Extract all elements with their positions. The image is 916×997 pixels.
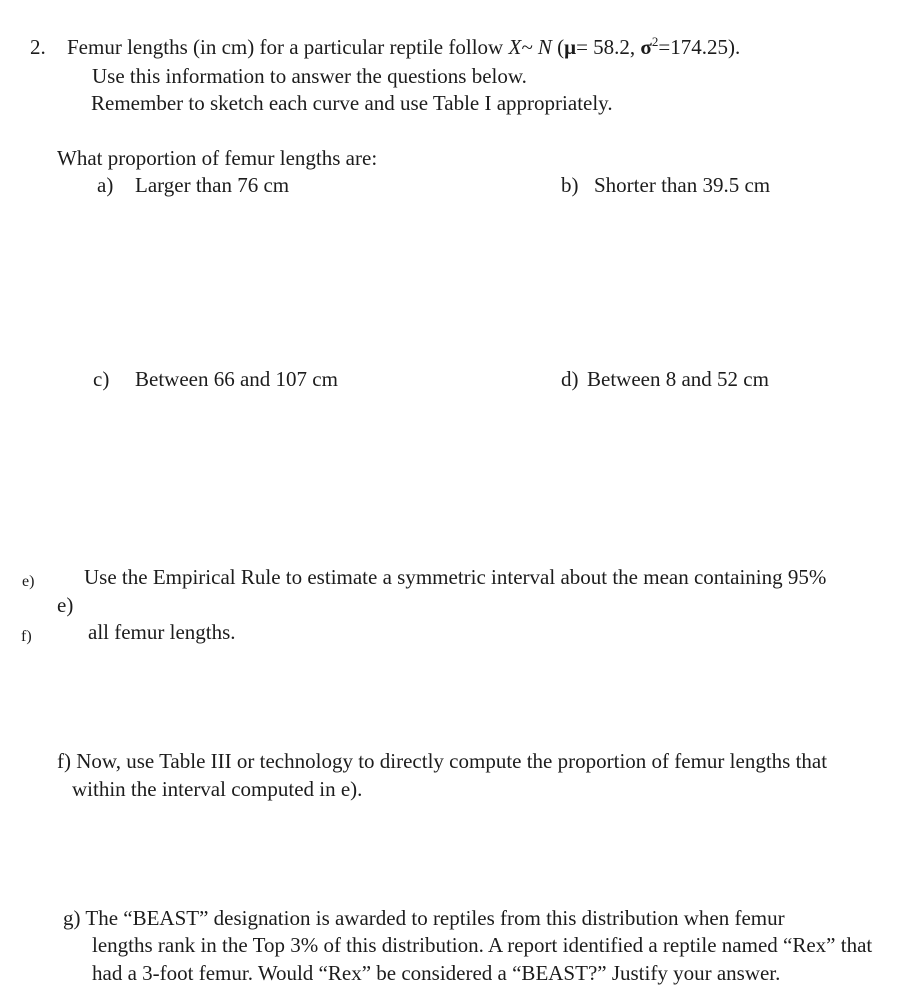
part-g-line-3: had a 3-foot femur. Would “Rex” be considered a “BEAST?” Justify your answer. [92,961,781,985]
problem-intro-line [67,34,740,61]
part-e-margin-label: e) [22,573,35,590]
params-open-paren: ( [551,35,565,59]
variable-x: X~ [508,35,533,59]
sigma-exponent: 2 [651,34,659,49]
part-c-label: c) [93,367,110,391]
part-g-line-1: g) The “BEAST” designation is awarded to reptiles from this distribution when femur [63,906,785,930]
part-d-text: Between 8 and 52 cm [587,367,769,391]
part-g-line-2: lengths rank in the Top 3% of this distribution. A report identified a reptile named “Rex” that [92,933,873,957]
question-prompt: What proportion of femur lengths are: [57,146,378,170]
part-a-text: Larger than 76 cm [135,173,290,197]
part-d-label: d) [561,367,579,391]
part-f-margin-label: f) [21,628,32,645]
part-e-line-2: all femur lengths. [88,620,236,644]
problem-number: 2. [30,35,46,59]
mu-value: = 58.2, [576,35,641,59]
part-b-text: Shorter than 39.5 cm [594,173,771,197]
instruction-line-1: Use this information to answer the questions below. [92,64,527,88]
sigma-symbol: σ [640,35,652,59]
part-f-line-1: f) Now, use Table III or technology to directly compute the proportion of femur lengths that [57,749,828,773]
mu-symbol: μ [564,35,577,59]
instruction-line-2: Remember to sketch each curve and use Table I appropriately. [91,91,613,115]
intro-lead-text: Femur lengths (in cm) for a particular reptile follow [67,35,509,59]
part-c-text: Between 66 and 107 cm [135,367,338,391]
part-f-line-2: within the interval computed in e). [72,777,363,801]
sigma-value: =174.25). [658,35,741,59]
distribution-n: N [537,35,552,59]
part-b-label: b) [561,173,579,197]
part-e-mid-label: e) [57,593,74,617]
part-a-label: a) [97,173,114,197]
part-e-line-1: Use the Empirical Rule to estimate a symmetric interval about the mean containing 95% [84,565,827,589]
